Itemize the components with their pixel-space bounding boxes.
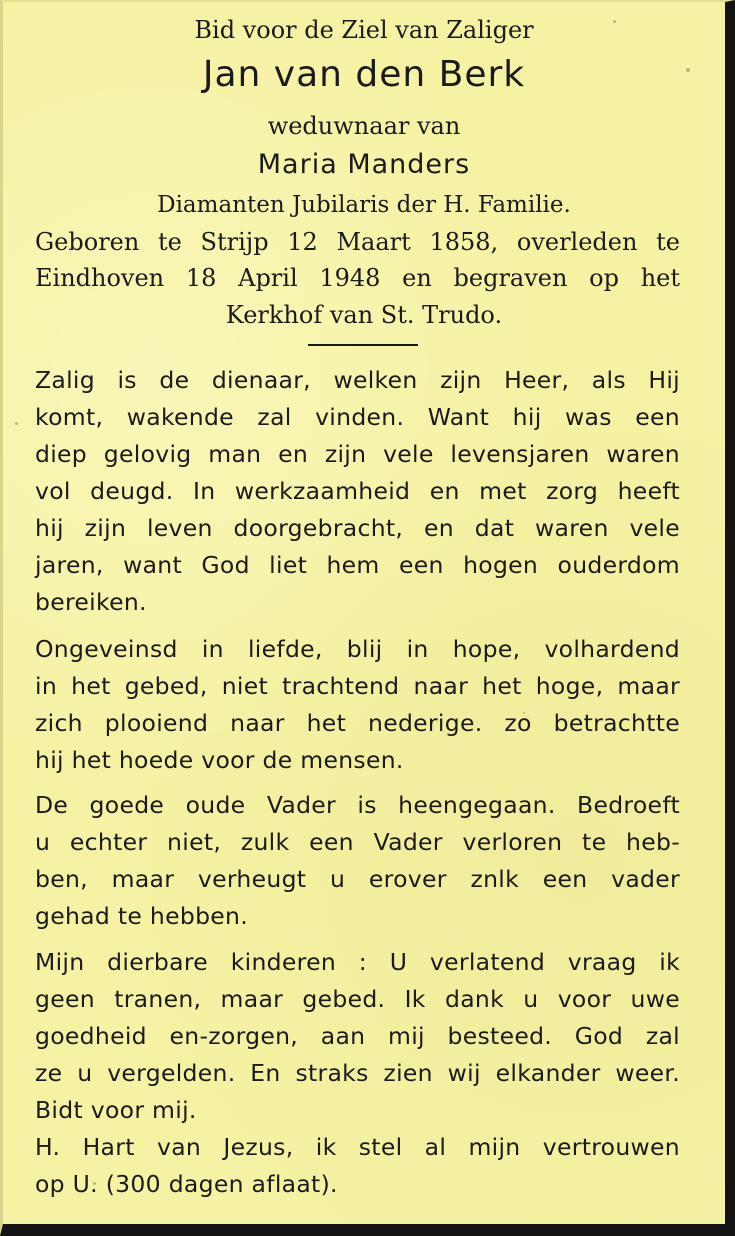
paragraph-1 — [35, 362, 680, 621]
text-line: diep gelovig man en zijn vele levensjaren waren — [35, 440, 680, 468]
text-line: goedheid en-zorgen, aan mij besteed. God zal — [35, 1022, 680, 1050]
dates-line-3: Kerkhof van St. Trudo. — [225, 301, 503, 329]
text-line: geen tranen, maar gebed. Ik dank u voor uwe — [35, 985, 680, 1013]
text-line: komt, wakende zal vinden. Want hij was een — [35, 403, 680, 431]
divider-rule — [308, 344, 418, 346]
paragraph-2 — [35, 631, 680, 779]
text-line: ze u vergelden. En straks zien wij elkander weer. — [35, 1059, 680, 1087]
text-line: hij het hoede voor de mensen. — [35, 746, 404, 774]
text-line: zich plooiend naar het nederige. zo betrachtte — [35, 709, 680, 737]
paper-speck — [15, 422, 18, 425]
paper-speck — [613, 20, 616, 23]
text-line: hij zijn leven doorgebracht, en dat waren vele — [35, 514, 680, 542]
dates-line-1: Geboren te Strijp 12 Maart 1858, overleden te — [35, 228, 680, 256]
paragraph-4 — [35, 944, 680, 1203]
paper-speck — [93, 1182, 96, 1185]
text-line: De goede oude Vader is heengegaan. Bedroeft — [35, 791, 680, 819]
text-line: jaren, want God liet hem een hogen ouderdom — [35, 551, 680, 579]
text-line: Mijn dierbare kinderen : U verlatend vraag ik — [35, 948, 680, 976]
text-line: H. Hart van Jezus, ik stel al mijn vertrouwen — [35, 1133, 680, 1161]
relation-line: weduwnaar van — [267, 112, 461, 140]
intro-line: Bid voor de Ziel van Zaliger — [194, 16, 534, 44]
paragraph-3 — [35, 787, 680, 935]
paper-speck — [686, 68, 690, 72]
text-line: in het gebed, niet trachtend naar het hoge, maar — [35, 672, 680, 700]
dates-line-2: Eindhoven 18 April 1948 en begraven op het — [35, 264, 680, 292]
text-line: Ongeveinsd in liefde, blij in hope, volhardend — [35, 635, 680, 663]
paper-speck — [523, 712, 525, 714]
text-line: op U. (300 dagen aflaat). — [35, 1170, 338, 1198]
jubilee-title: Diamanten Jubilaris der H. Familie. — [157, 192, 571, 218]
text-line: u echter niet, zulk een Vader verloren te heb- — [35, 828, 680, 856]
text-line: vol deugd. In werkzaamheid en met zorg heeft — [35, 477, 680, 505]
text-line: gehad te hebben. — [35, 902, 249, 930]
text-line: Zalig is de dienaar, welken zijn Heer, als Hij — [35, 366, 680, 394]
spouse-name: Maria Manders — [257, 149, 471, 180]
text-line: ben, maar verheugt u erover znlk een vader — [35, 865, 680, 893]
deceased-name: Jan van den Berk — [202, 54, 526, 95]
text-line: bereiken. — [35, 588, 147, 616]
text-line: Bidt voor mij. — [35, 1096, 197, 1124]
